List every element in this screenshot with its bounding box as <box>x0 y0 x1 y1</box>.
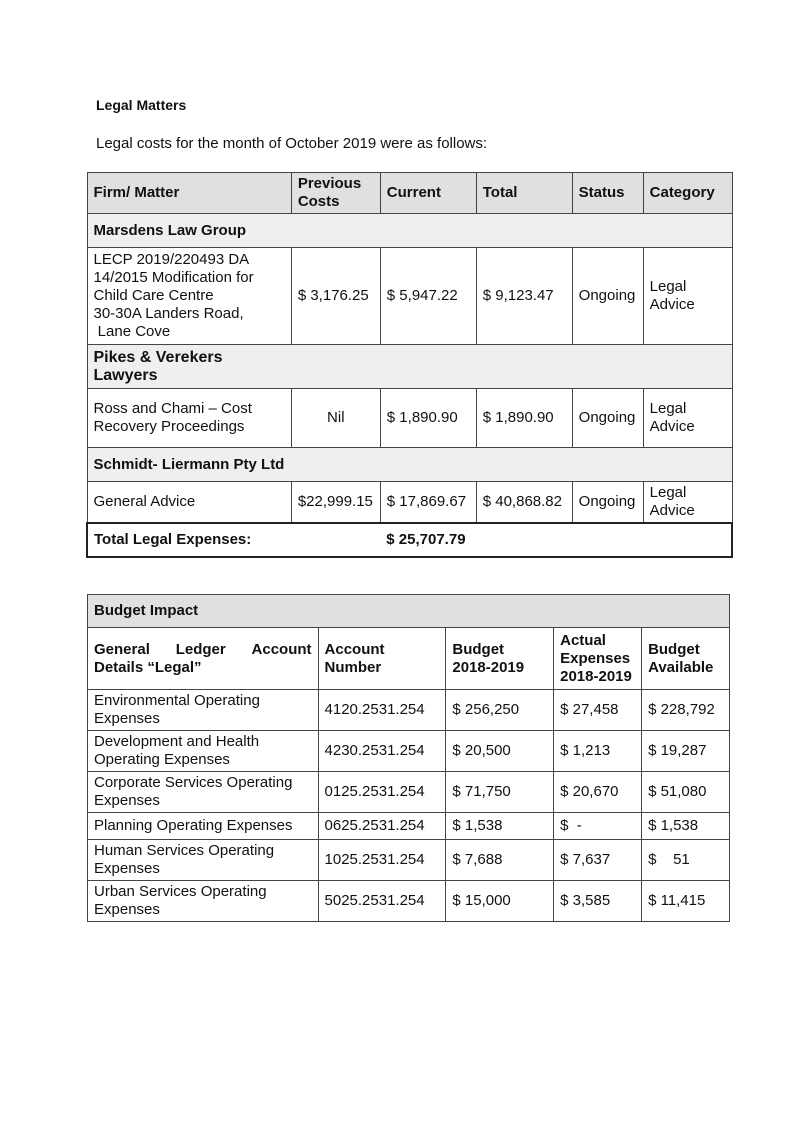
header-actual-expenses <box>554 628 642 690</box>
firm-name: Marsdens Law Group <box>87 214 732 248</box>
total-costs: $ 1,890.90 <box>476 389 572 448</box>
matter-line: 14/2015 Modification for <box>93 269 254 286</box>
available-amount: $ 19,287 <box>642 731 730 772</box>
actual-amount: $ 3,585 <box>554 881 642 922</box>
category-line: Advice <box>649 501 695 519</box>
details-line: Expenses <box>94 901 160 918</box>
status: Ongoing <box>572 389 643 448</box>
budget-row <box>88 690 730 731</box>
header-word: Ledger <box>175 640 226 658</box>
current-costs: $ 5,947.22 <box>380 248 476 345</box>
firm-name-line: Pikes & Verekers <box>93 348 223 366</box>
header-category: Category <box>643 173 732 214</box>
budget-row <box>88 840 730 881</box>
matter-line: Lane Cove <box>93 323 171 340</box>
total-value: $ 25,707.79 <box>380 523 732 557</box>
actual-amount: $ - <box>554 813 642 840</box>
matter-line: Child Care Centre <box>93 287 214 304</box>
header-line: Expenses <box>560 649 631 667</box>
header-word: General <box>94 640 150 658</box>
intro-text: Legal costs for the month of October 2019 were as follows: <box>96 135 488 152</box>
details-line: Expenses <box>94 860 160 877</box>
account-number: 4120.2531.254 <box>318 690 446 731</box>
header-previous-costs: Previous Costs <box>291 173 380 214</box>
available-amount: $ 228,792 <box>642 690 730 731</box>
budget-row <box>88 881 730 922</box>
header-word: Account <box>251 640 312 658</box>
actual-amount: $ 20,670 <box>554 772 642 813</box>
matter-description <box>87 248 291 345</box>
header-line: Number <box>324 658 382 676</box>
total-label: Total Legal Expenses: <box>87 523 380 557</box>
budget-amount: $ 7,688 <box>446 840 554 881</box>
budget-amount: $ 71,750 <box>446 772 554 813</box>
matter-line: LECP 2019/220493 DA <box>93 251 250 268</box>
total-costs: $ 40,868.82 <box>476 482 572 523</box>
header-line: 2018-2019 <box>452 658 525 676</box>
title-fill <box>554 595 642 628</box>
matter-description: General Advice <box>87 482 291 523</box>
header-line: Budget <box>452 640 505 658</box>
legal-header-row <box>87 173 732 214</box>
budget-title-row <box>88 595 730 628</box>
account-number: 1025.2531.254 <box>318 840 446 881</box>
details-line: Operating Expenses <box>94 751 230 768</box>
budget-amount: $ 256,250 <box>446 690 554 731</box>
matter-line: Recovery Proceedings <box>93 418 245 435</box>
matter-line: Ross and Chami – Cost <box>93 400 252 417</box>
total-costs: $ 9,123.47 <box>476 248 572 345</box>
budget-amount: $ 1,538 <box>446 813 554 840</box>
budget-title: Budget Impact <box>88 595 319 628</box>
details-line: Human Services Operating <box>94 842 275 859</box>
header-firm-matter: Firm/ Matter <box>87 173 291 214</box>
ledger-details <box>88 731 319 772</box>
previous-costs: $22,999.15 <box>291 482 380 523</box>
category <box>643 482 732 523</box>
header-line: 2018-2019 <box>560 667 632 685</box>
header-line: Account <box>324 640 385 658</box>
budget-row <box>88 813 730 840</box>
actual-amount: $ 1,213 <box>554 731 642 772</box>
ledger-details <box>88 840 319 881</box>
matter-row <box>87 389 732 448</box>
actual-amount: $ 27,458 <box>554 690 642 731</box>
firm-row <box>87 214 732 248</box>
matter-line: 30-30A Landers Road, <box>93 305 244 322</box>
budget-amount: $ 20,500 <box>446 731 554 772</box>
details-line: Planning Operating Expenses <box>94 817 293 834</box>
previous-costs: Nil <box>291 389 380 448</box>
header-total: Total <box>476 173 572 214</box>
previous-costs: $ 3,176.25 <box>291 248 380 345</box>
budget-impact-table <box>87 594 730 922</box>
available-amount: $ 51 <box>642 840 730 881</box>
details-line: Development and Health <box>94 733 260 750</box>
budget-row <box>88 731 730 772</box>
account-number: 0125.2531.254 <box>318 772 446 813</box>
available-amount: $ 11,415 <box>642 881 730 922</box>
category-line: Advice <box>649 418 695 435</box>
actual-amount: $ 7,637 <box>554 840 642 881</box>
header-line: Available <box>648 658 714 676</box>
matter-description <box>87 389 291 448</box>
legal-costs-table <box>86 172 733 558</box>
firm-row <box>87 448 732 482</box>
details-line: Corporate Services Operating <box>94 774 293 791</box>
account-number: 4230.2531.254 <box>318 731 446 772</box>
header-details-line1 <box>94 641 312 659</box>
budget-header-row <box>88 628 730 690</box>
category <box>643 248 732 345</box>
header-line: Budget <box>648 640 700 658</box>
details-line: Urban Services Operating <box>94 883 267 900</box>
header-budget <box>446 628 554 690</box>
title-fill <box>642 595 730 628</box>
ledger-details <box>88 813 319 840</box>
matter-row <box>87 248 732 345</box>
header-status: Status <box>572 173 643 214</box>
category-line: Advice <box>649 296 695 313</box>
available-amount: $ 51,080 <box>642 772 730 813</box>
ledger-details <box>88 881 319 922</box>
category <box>643 389 732 448</box>
title-fill <box>446 595 554 628</box>
details-line: Environmental Operating <box>94 692 260 709</box>
firm-name-line: Lawyers <box>93 366 158 384</box>
firm-name <box>87 345 732 389</box>
status: Ongoing <box>572 248 643 345</box>
firm-row <box>87 345 732 389</box>
current-costs: $ 17,869.67 <box>380 482 476 523</box>
ledger-details <box>88 690 319 731</box>
header-account-number <box>318 628 446 690</box>
total-row <box>87 523 732 557</box>
category-line: Legal <box>649 400 687 417</box>
title-fill <box>318 595 446 628</box>
current-costs: $ 1,890.90 <box>380 389 476 448</box>
category-line: Legal <box>649 278 687 295</box>
account-number: 0625.2531.254 <box>318 813 446 840</box>
details-line: Expenses <box>94 792 160 809</box>
header-details <box>88 628 319 690</box>
header-details-line2: Details “Legal” <box>94 658 202 676</box>
budget-row <box>88 772 730 813</box>
section-heading: Legal Matters <box>96 97 187 113</box>
budget-amount: $ 15,000 <box>446 881 554 922</box>
header-line: Actual <box>560 631 606 649</box>
account-number: 5025.2531.254 <box>318 881 446 922</box>
firm-name: Schmidt- Liermann Pty Ltd <box>87 448 732 482</box>
ledger-details <box>88 772 319 813</box>
details-line: Expenses <box>94 710 160 727</box>
category-line: Legal <box>649 483 687 501</box>
matter-row <box>87 482 732 523</box>
header-budget-available <box>642 628 730 690</box>
header-current: Current <box>380 173 476 214</box>
available-amount: $ 1,538 <box>642 813 730 840</box>
status: Ongoing <box>572 482 643 523</box>
